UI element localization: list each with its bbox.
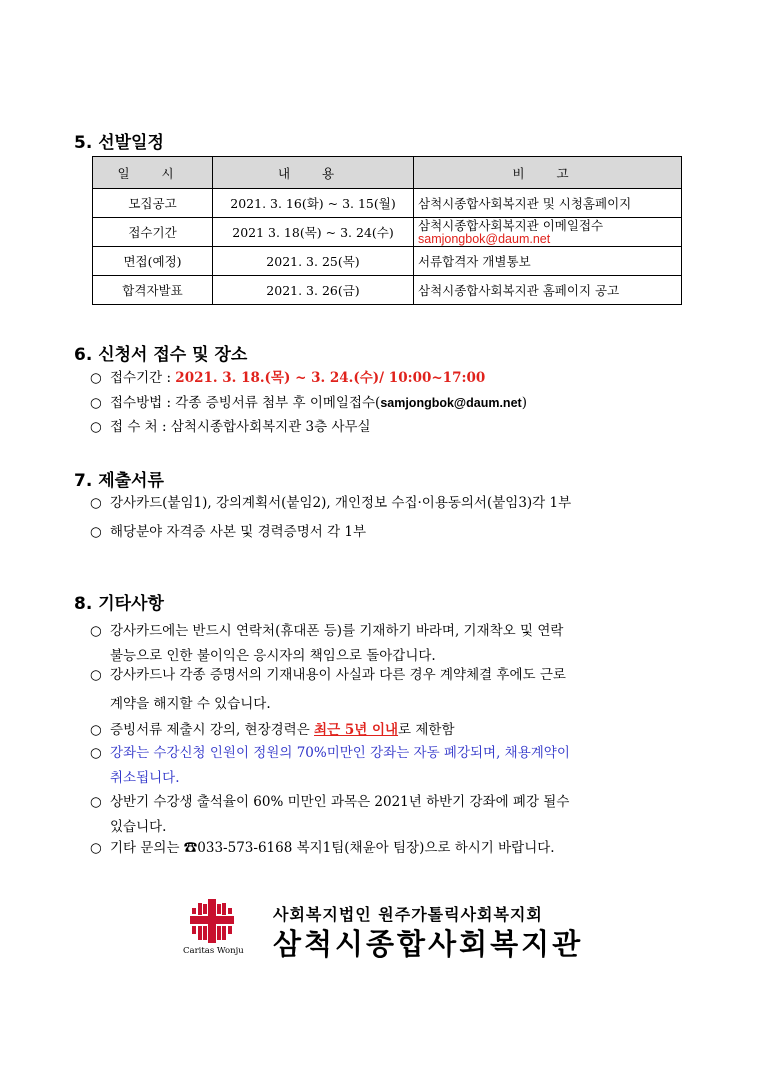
note-text-cont: 취소됩니다. xyxy=(110,770,180,786)
section-5-title: 5. 선발일정 xyxy=(74,133,164,153)
note-item-5 xyxy=(90,790,690,840)
row-item: 면접(예정) xyxy=(93,247,213,276)
note-text: 강좌는 수강신청 인원이 정원의 70%미만인 강좌는 자동 폐강되며, 채용계약이 xyxy=(110,745,570,761)
note-text: 상반기 수강생 출석율이 60% 미만인 과목은 2021년 하반기 강좌에 폐강 될수 xyxy=(110,794,570,810)
period-label: 접수기간 : xyxy=(110,370,176,386)
section-8-title: 8. 기타사항 xyxy=(74,594,164,614)
table-row xyxy=(93,276,682,305)
bullet-icon: ○ xyxy=(90,794,102,810)
note-text-cont: 계약을 해지할 수 있습니다. xyxy=(110,696,271,712)
header-date: 일 시 xyxy=(93,157,213,189)
footer xyxy=(183,898,603,968)
org-name: 사회복지법인 원주가톨릭사회복지회 xyxy=(273,905,543,924)
bullet-icon: ○ xyxy=(90,395,102,411)
row-item: 접수기간 xyxy=(93,218,213,247)
note-text-cont: 있습니다. xyxy=(110,819,167,835)
center-name: 삼척시종합사회복지관 xyxy=(273,927,584,961)
note-text: 로 제한함 xyxy=(398,722,455,738)
place-line xyxy=(90,415,371,440)
note-text-cont: 불능으로 인한 불이익은 응시자의 책임으로 돌아갑니다. xyxy=(110,648,436,664)
schedule-table xyxy=(92,156,682,305)
caritas-logo-icon xyxy=(183,898,241,944)
row-note: 서류합격자 개별통보 xyxy=(414,247,682,276)
note-item-6 xyxy=(90,836,690,861)
note-item-1 xyxy=(90,619,690,669)
row-item: 모집공고 xyxy=(93,189,213,218)
row-date: 2021 3. 18(목) ~ 3. 24(수) xyxy=(213,218,414,247)
section-6-title: 6. 신청서 접수 및 장소 xyxy=(74,345,248,365)
highlight-text: 최근 5년 이내 xyxy=(314,722,399,738)
note-item-2 xyxy=(90,663,690,717)
bullet-icon: ○ xyxy=(90,722,102,738)
list-item xyxy=(90,491,571,516)
row-note: 삼척시종합사회복지관 및 시청홈페이지 xyxy=(414,189,682,218)
doc-item-text: 강사카드(붙임1), 강의계획서(붙임2), 개인정보 수집·이용동의서(붙임3)각 1부 xyxy=(110,495,572,511)
logo-caption: Caritas Wonju xyxy=(183,946,244,956)
bullet-icon: ○ xyxy=(90,524,102,540)
table-row xyxy=(93,247,682,276)
bullet-icon: ○ xyxy=(90,623,102,639)
header-note: 비 고 xyxy=(414,157,682,189)
note-item-4 xyxy=(90,741,690,791)
row-date: 2021. 3. 25(목) xyxy=(213,247,414,276)
place-text: 접 수 처 : 삼척시종합사회복지관 3층 사무실 xyxy=(110,419,371,435)
bullet-icon: ○ xyxy=(90,745,102,761)
row-note-text: 삼척시종합사회복지관 이메일접수 xyxy=(418,217,604,233)
row-note xyxy=(414,218,682,247)
method-label: 접수방법 : 각종 증빙서류 첨부 후 이메일접수( xyxy=(110,395,381,411)
doc-item-text: 해당분야 자격증 사본 및 경력증명서 각 1부 xyxy=(110,524,367,540)
email-link[interactable]: samjongbok@daum.net xyxy=(418,231,551,246)
bullet-icon: ○ xyxy=(90,840,102,856)
bullet-icon: ○ xyxy=(90,667,102,683)
period-line xyxy=(90,366,485,391)
bullet-icon: ○ xyxy=(90,419,102,435)
bullet-icon: ○ xyxy=(90,370,102,386)
note-text: 강사카드에는 반드시 연락처(휴대폰 등)를 기재하기 바라며, 기재착오 및 연락 xyxy=(110,623,564,639)
list-item xyxy=(90,520,366,545)
row-date: 2021. 3. 26(금) xyxy=(213,276,414,305)
table-header-row xyxy=(93,157,682,189)
method-close: ) xyxy=(521,395,527,411)
table-row xyxy=(93,189,682,218)
header-content: 내 용 xyxy=(213,157,414,189)
bullet-icon: ○ xyxy=(90,495,102,511)
note-item-3 xyxy=(90,718,690,743)
section-7-title: 7. 제출서류 xyxy=(74,471,164,491)
method-line xyxy=(90,391,527,416)
table-row xyxy=(93,218,682,247)
note-text: 증빙서류 제출시 강의, 현장경력은 xyxy=(110,722,315,738)
note-text: 기타 문의는 ☎033-573-6168 복지1팀(채윤아 팀장)으로 하시기 바랍니다. xyxy=(110,840,555,856)
row-note: 삼척시종합사회복지관 홈페이지 공고 xyxy=(414,276,682,305)
note-text: 강사카드나 각종 증명서의 기재내용이 사실과 다른 경우 계약체결 후에도 근로 xyxy=(110,667,566,683)
row-item: 합격자발표 xyxy=(93,276,213,305)
method-email[interactable]: samjongbok@daum.net xyxy=(380,396,522,410)
row-date: 2021. 3. 16(화) ~ 3. 15(월) xyxy=(213,189,414,218)
period-value: 2021. 3. 18.(목) ~ 3. 24.(수)/ 10:00~17:00 xyxy=(175,370,486,386)
